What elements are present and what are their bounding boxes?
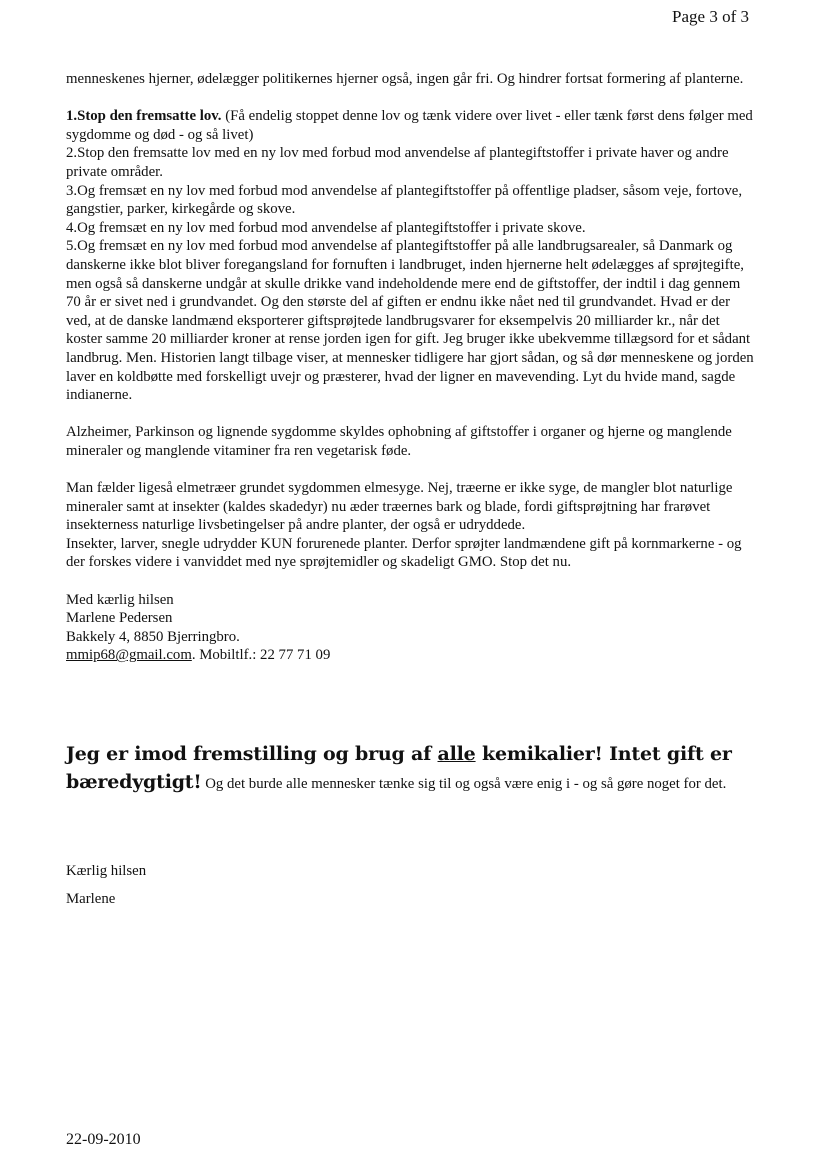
statement-line-1 — [66, 741, 766, 769]
demand-item-1-title: 1.Stop den fremsatte lov. — [66, 108, 222, 125]
demand-item-3: 3.Og fremsæt en ny lov med forbud mod anvendelse af plantegiftstoffer på offentlige pladser, såsom veje, fortove, gangstier, parker, kirkegårde og skove. — [66, 182, 743, 218]
signature-address: Bakkely 4, 8850 Bjerringbro. — [66, 628, 240, 645]
letter-date: 22-09-2010 — [66, 1131, 141, 1148]
statement-line-2 — [66, 769, 766, 797]
statement-part-1: Jeg er imod fremstilling og brug af — [66, 743, 438, 765]
demands-list — [66, 107, 756, 405]
alzheimer-paragraph: Alzheimer, Parkinson og lignende sygdomme skyldes ophobning af giftstoffer i organer og hjerne og manglende mineraler og manglende vitaminer fra ren vegetarisk føde. — [66, 424, 732, 459]
demand-item-4: 4.Og fremsæt en ny lov med forbud mod anvendelse af plantegiftstoffer i private skove. — [66, 219, 586, 236]
demand-item-2: 2.Stop den fremsatte lov med en ny lov med forbud mod anvendelse af plantegiftstoffer i private haver og andre private områder. — [66, 145, 729, 180]
signature-contact — [66, 646, 756, 665]
closing-greeting: Kærlig hilsen — [66, 863, 147, 879]
elm-paragraph: Man fælder ligeså elmetræer grundet sygdommen elmesyge. Nej, træerne er ikke syge, de mangler blot naturlige mineraler samt at insekter (kaldes skadedyr) nu æder træernes bark og blade, fordi giftsprøjtning har frarøvet insekterness naturlige livsbetingelser på andre planter, der også er udryddede. — [66, 480, 733, 534]
statement-block — [66, 741, 766, 797]
demand-item-5: 5.Og fremsæt en ny lov med forbud mod anvendelse af plantegiftstoffer på alle landbrugsarealer, så Danmark og danskerne ikke blot bliver foregangsland for fornuften i landbruget, inden hjernerne helt ødelægges af sprøjtegifte, men også så danskerne undgår at skulle drikke vand indeholdende mere end de giftstoffer, der indtil i dag gennem 70 år er sivet ned i grundvandet. Og den største del af giften er endnu ikke nået ned til grundvandet. Hvad er der ved, at de danske landmænd eksporterer giftsprøjtede landbrugsvarer for eksempelvis 20 milliarder kr., når det koster samme 20 milliarder kroner at rense jorden igen for gift. Jeg bruger ikke ubekvemme tillægsord for et sådant landbrug. Men. Historien langt tilbage viser, at mennesker tidligere har gjort sådan, og så dør menneskene og jorden laver en koldbøtte med forskelligt uvejr og præsterer, hvad der ligner en mavevending. Lyt du hvide mand, sagde indianerne. — [66, 238, 754, 404]
phone-number: . Mobiltlf.: 22 77 71 09 — [191, 647, 331, 664]
signature-greeting: Med kærlig hilsen — [66, 591, 174, 608]
closing-block — [66, 857, 146, 913]
statement-underlined: alle — [437, 743, 476, 765]
demand-item-1-text: (Få endelig stoppet denne lov og tænk videre over livet - eller tænk først dens følger med sygdomme og død - og så livet) — [66, 108, 753, 143]
closing-name: Marlene — [66, 891, 116, 907]
signature-name: Marlene Pedersen — [66, 610, 173, 627]
statement-small: Og det burde alle mennesker tænke sig til og også være enig i - og så gøre noget for det. — [201, 776, 727, 792]
letter-body — [66, 70, 756, 665]
demand-item-1 — [66, 107, 756, 144]
statement-part-2: kemikalier! Intet gift er — [475, 743, 732, 765]
signature-block — [66, 591, 756, 665]
email-link[interactable]: mmip68@gmail.com — [66, 647, 192, 664]
page-number: Page 3 of 3 — [672, 7, 749, 26]
insects-paragraph: Insekter, larver, snegle udrydder KUN forurenede planter. Derfor sprøjter landmændene gift på kornmarkerne - og der forskes videre i vanviddet med nye sprøjtemidler og skadeligt GMO. Stop det nu. — [66, 535, 742, 571]
statement-part-3: bæredygtigt! — [66, 771, 202, 793]
intro-paragraph: menneskenes hjerner, ødelægger politikernes hjerner også, ingen går fri. Og hindrer fortsat formering af planterne. — [66, 71, 744, 87]
